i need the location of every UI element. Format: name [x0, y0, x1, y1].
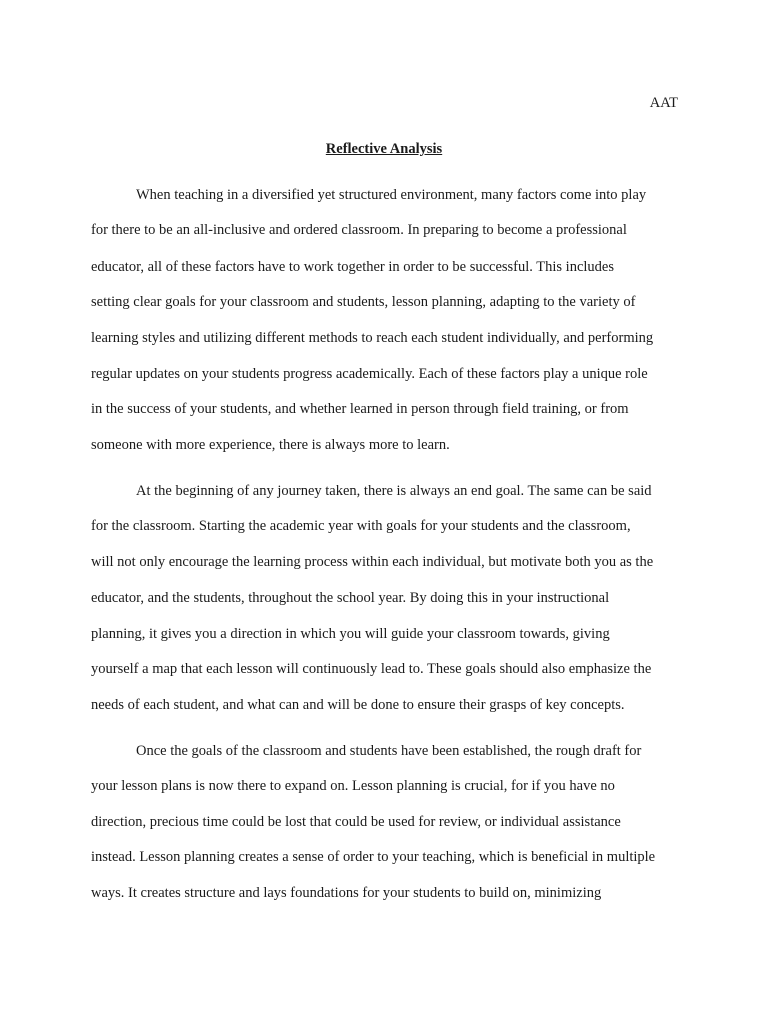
paragraph-1-line: learning styles and utilizing different methods to reach each student individually, and performing	[91, 330, 654, 346]
paragraph-2-line: will not only encourage the learning process within each individual, but motivate both you as the	[91, 554, 654, 570]
paragraph-1-line: regular updates on your students progress academically. Each of these factors play a unique role	[91, 366, 648, 382]
paragraph-3-line: ways. It creates structure and lays foundations for your students to build on, minimizing	[91, 885, 602, 901]
header-initials: AAT	[649, 95, 678, 111]
paragraph-2-line: educator, and the students, throughout the school year. By doing this in your instructional	[91, 590, 610, 606]
paragraph-1-line: setting clear goals for your classroom and students, lesson planning, adapting to the variety of	[91, 294, 636, 310]
paragraph-2-line: At the beginning of any journey taken, there is always an end goal. The same can be said	[136, 483, 652, 499]
paragraph-2-line: for the classroom. Starting the academic year with goals for your students and the classroom,	[91, 518, 631, 534]
paragraph-2-line: yourself a map that each lesson will continuously lead to. These goals should also emphasize the	[91, 661, 652, 677]
paragraph-3-line: Once the goals of the classroom and students have been established, the rough draft for	[136, 743, 642, 759]
paragraph-3-line: your lesson plans is now there to expand on. Lesson planning is crucial, for if you have no	[91, 778, 615, 794]
document-title: Reflective Analysis	[325, 141, 443, 157]
paragraph-1-line: When teaching in a diversified yet structured environment, many factors come into play	[136, 187, 647, 203]
paragraph-1-line: educator, all of these factors have to work together in order to be successful. This includes	[91, 259, 614, 275]
paragraph-1-line: for there to be an all-inclusive and ordered classroom. In preparing to become a professional	[91, 222, 627, 238]
paragraph-2-line: planning, it gives you a direction in which you will guide your classroom towards, giving	[91, 626, 610, 642]
paragraph-2-line: needs of each student, and what can and will be done to ensure their grasps of key concepts.	[91, 697, 625, 713]
paragraph-1-line: in the success of your students, and whether learned in person through field training, or from	[91, 401, 629, 417]
paragraph-3-line: instead. Lesson planning creates a sense of order to your teaching, which is beneficial in multiple	[91, 849, 656, 865]
paragraph-3-line: direction, precious time could be lost that could be used for review, or individual assistance	[91, 814, 621, 830]
paragraph-1-line: someone with more experience, there is always more to learn.	[91, 437, 450, 453]
